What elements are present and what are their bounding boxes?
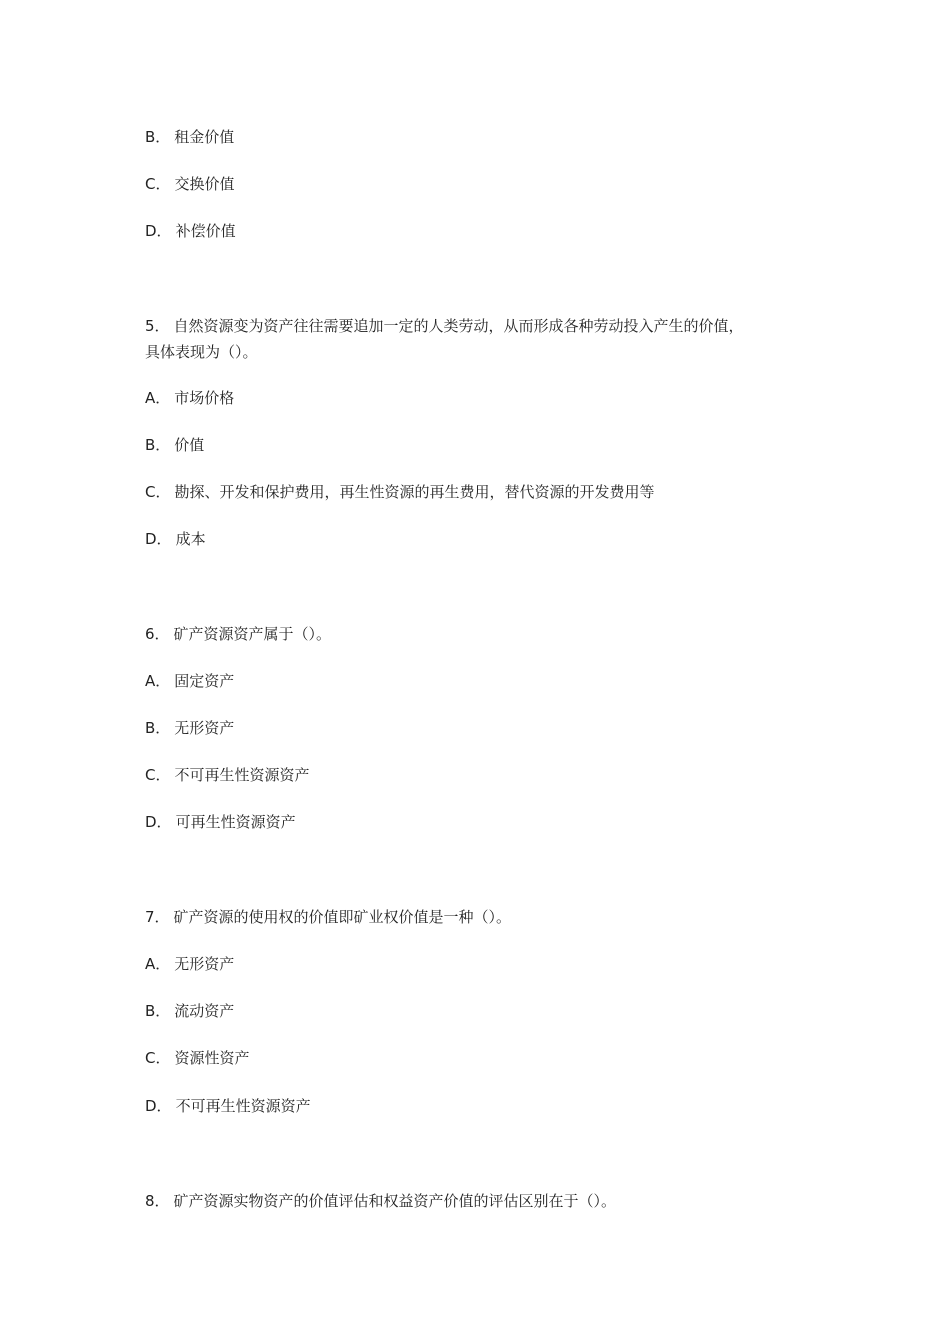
option-q7-b: B． 流动资产 (145, 1002, 235, 1020)
option-q4-c: C． 交换价值 (145, 175, 235, 193)
question-5-stem: 5． 自然资源变为资产往往需要追加一定的人类劳动，从而形成各种劳动投入产生的价值， (145, 317, 744, 335)
question-8-stem: 8． 矿产资源实物资产的价值评估和权益资产价值的评估区别在于（）。 (145, 1192, 617, 1210)
option-q6-c: C． 不可再生性资源资产 (145, 766, 310, 784)
question-5-stem-continued: 具体表现为（）。 (145, 343, 258, 361)
option-q7-a: A． 无形资产 (145, 955, 235, 973)
option-q5-a: A． 市场价格 (145, 389, 235, 407)
option-q5-d: D． 成本 (145, 530, 206, 548)
option-q7-c: C． 资源性资产 (145, 1049, 250, 1067)
option-q4-b: B． 租金价值 (145, 128, 235, 146)
option-q4-d: D． 补偿价值 (145, 222, 236, 240)
option-q7-d: D． 不可再生性资源资产 (145, 1097, 311, 1115)
option-q5-b: B． 价值 (145, 436, 205, 454)
question-6-stem: 6． 矿产资源资产属于（）。 (145, 625, 332, 643)
option-q6-a: A． 固定资产 (145, 672, 235, 690)
question-7-stem: 7． 矿产资源的使用权的价值即矿业权价值是一种（）。 (145, 908, 512, 926)
option-q6-d: D． 可再生性资源资产 (145, 813, 296, 831)
option-q5-c: C． 勘探、开发和保护费用，再生性资源的再生费用，替代资源的开发费用等 (145, 483, 655, 501)
option-q6-b: B． 无形资产 (145, 719, 235, 737)
